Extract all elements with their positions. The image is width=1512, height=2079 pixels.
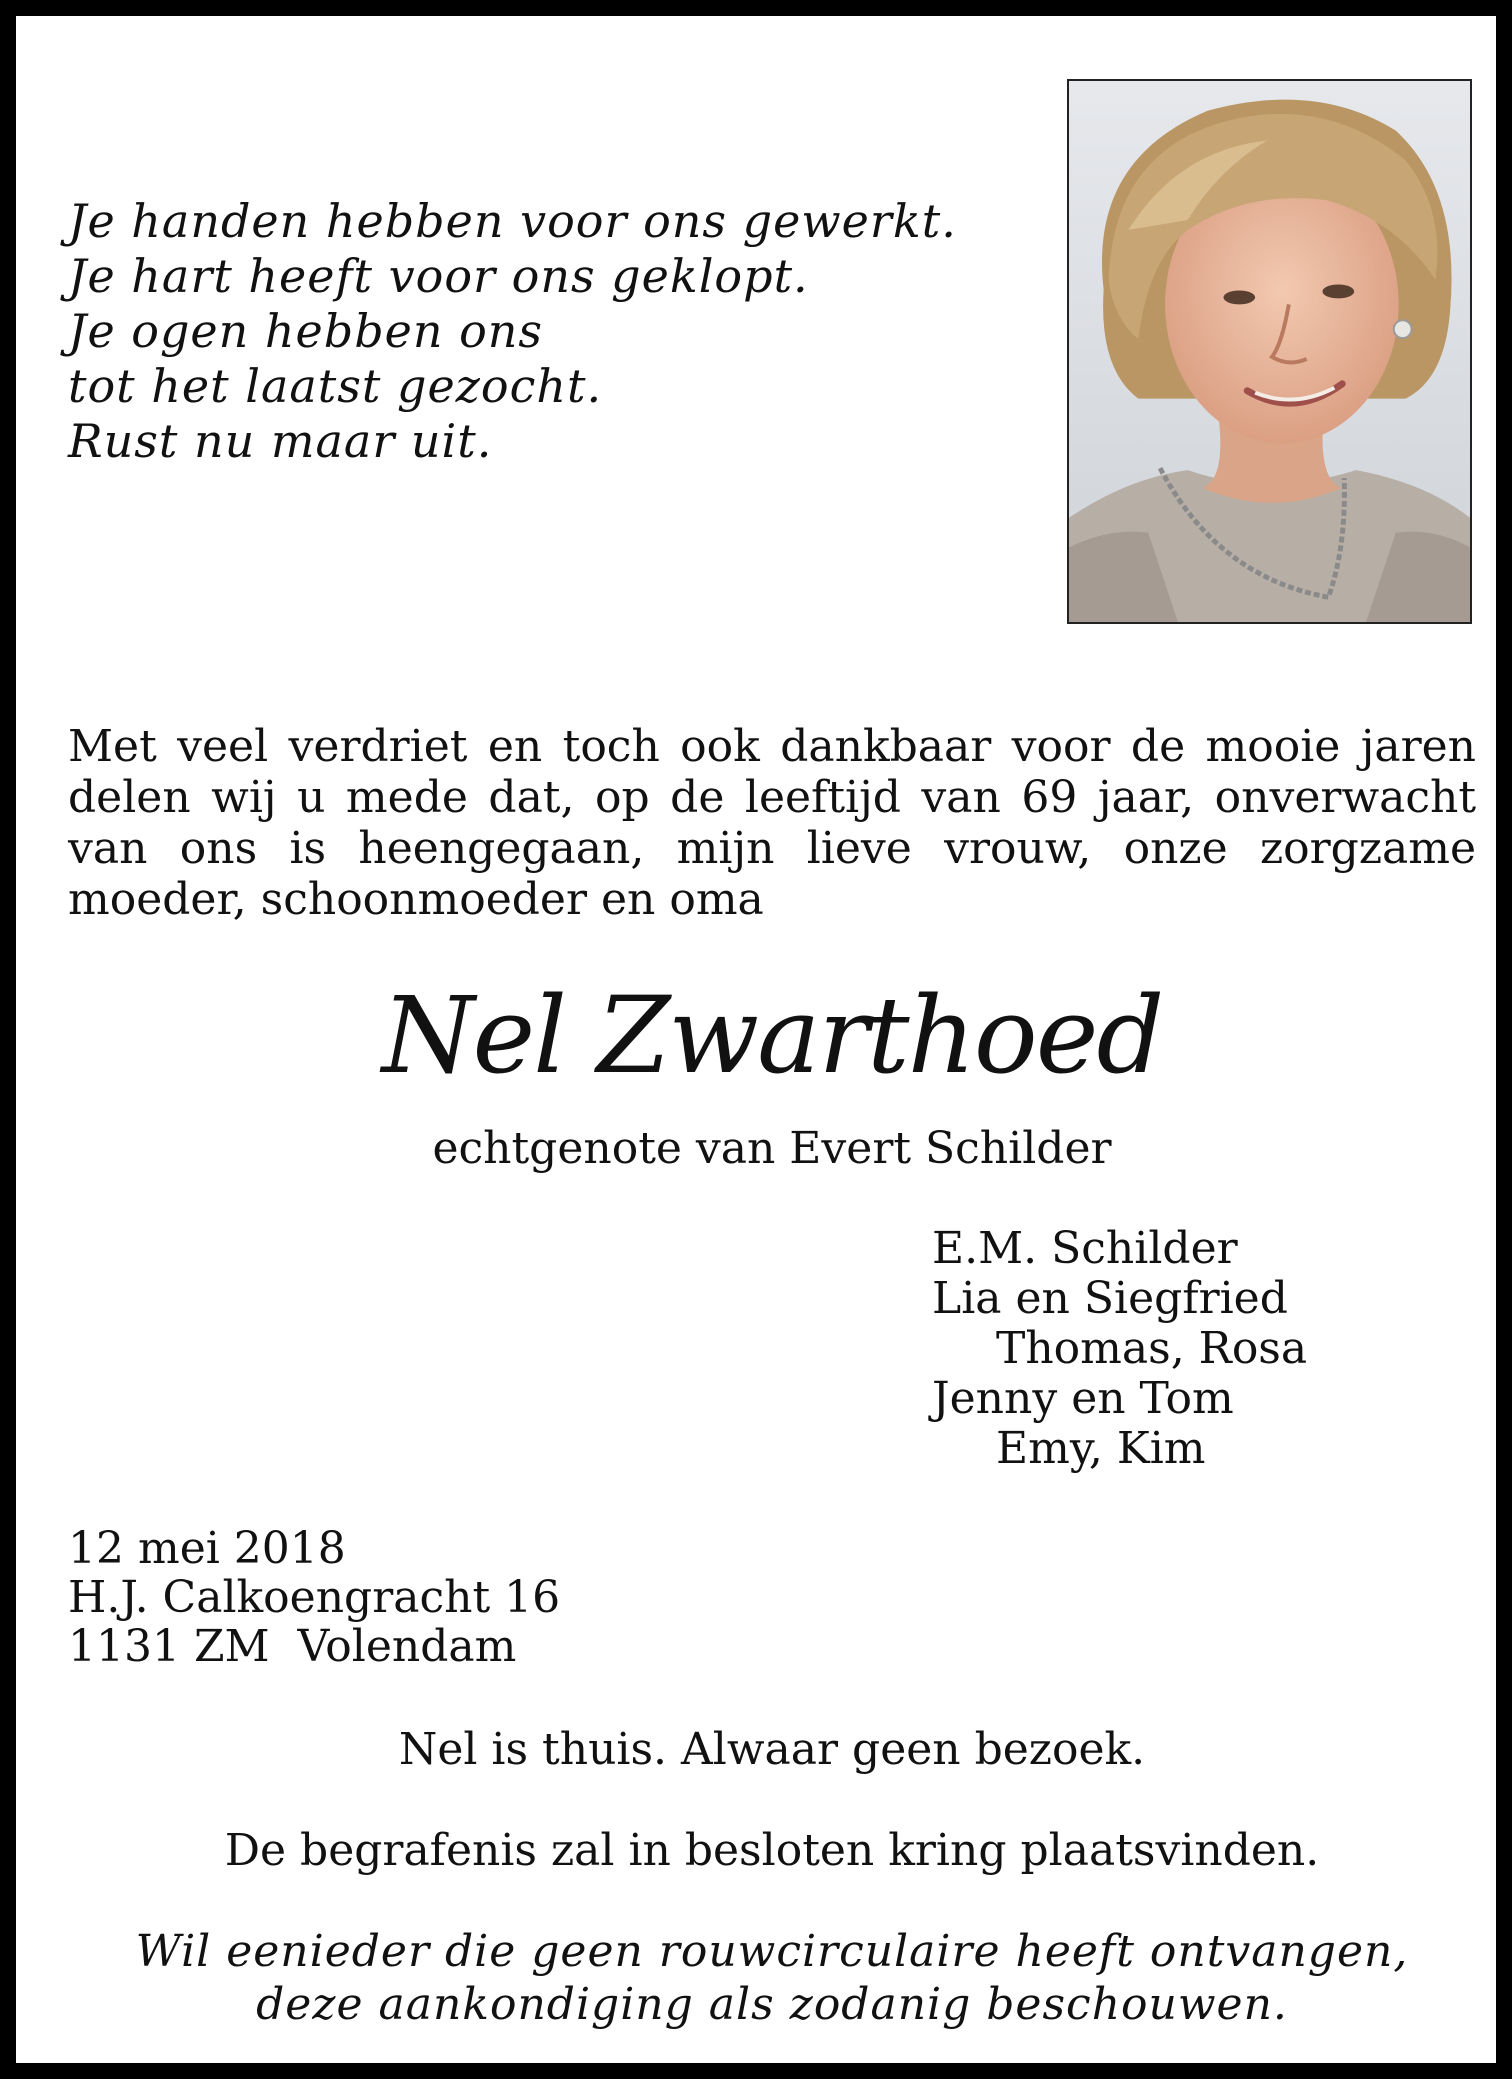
home-notice: Nel is thuis. Alwaar geen bezoek. xyxy=(398,1724,1146,1775)
portrait-photo xyxy=(1067,79,1472,624)
closing-line: deze aankondiging als zodanig beschouwen. xyxy=(256,1979,1288,2030)
closing-notice xyxy=(16,1925,1512,2031)
family-member: E.M. Schilder xyxy=(932,1223,1238,1274)
family-member: Jenny en Tom xyxy=(932,1373,1234,1424)
poem-line: Rust nu maar uit. xyxy=(68,414,493,468)
family-member: Thomas, Rosa xyxy=(996,1323,1308,1374)
address-block xyxy=(68,1524,768,1671)
family-list xyxy=(932,1224,1492,1474)
poem xyxy=(68,194,1028,469)
portrait-illustration xyxy=(1069,81,1470,622)
poem-line: Je ogen hebben ons xyxy=(68,304,544,358)
family-member: Emy, Kim xyxy=(996,1423,1206,1474)
street-address: H.J. Calkoengracht 16 xyxy=(68,1572,561,1623)
family-member: Lia en Siegfried xyxy=(932,1273,1288,1324)
funeral-notice: De begrafenis zal in besloten kring plaatsvinden. xyxy=(224,1825,1320,1876)
date: 12 mei 2018 xyxy=(68,1523,346,1574)
closing-line: Wil eenieder die geen rouwcirculaire heeft ontvangen, xyxy=(135,1926,1409,1977)
announcement-text: Met veel verdriet en toch ook dankbaar voor de mooie jaren delen wij u mede dat, op de leeftijd van 69 jaar, onverwacht van ons is heengegaan, mijn lieve vrouw, onze zorgzame moeder, schoonmoeder en oma xyxy=(68,721,1476,925)
poem-line: Je hart heeft voor ons geklopt. xyxy=(68,249,809,303)
deceased-name: Nel Zwarthoed xyxy=(381,974,1163,1097)
spouse-line: echtgenote van Evert Schilder xyxy=(432,1123,1112,1174)
postal-city: 1131 ZM Volendam xyxy=(68,1621,517,1672)
poem-line: Je handen hebben voor ons gewerkt. xyxy=(68,194,957,248)
poem-line: tot het laatst gezocht. xyxy=(68,359,603,413)
